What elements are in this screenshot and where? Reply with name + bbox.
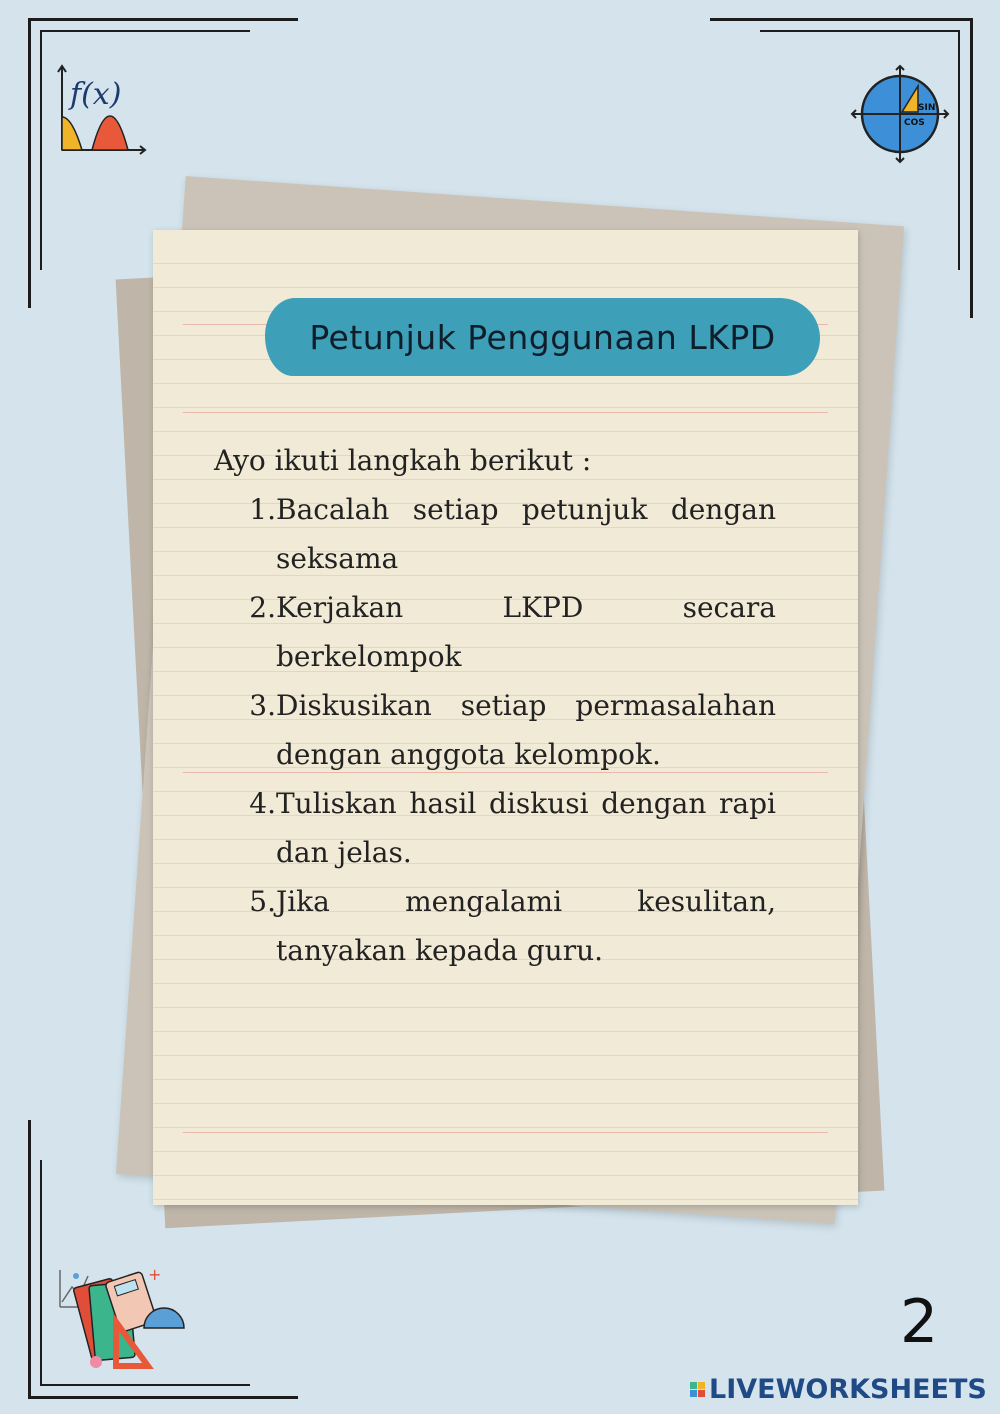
- svg-text:+: +: [148, 1265, 162, 1284]
- step-text: Kerjakan LKPD secara berkelompok: [276, 591, 776, 673]
- frame-top-right-h2: [760, 30, 960, 32]
- page-number: 2: [900, 1287, 939, 1357]
- liveworksheets-brand[interactable]: [690, 1374, 987, 1405]
- frame-top-right-v2: [958, 30, 960, 270]
- list-item: [214, 779, 776, 877]
- sin-label: SIN: [918, 103, 936, 113]
- frame-bottom-left-v: [28, 1120, 31, 1399]
- liveworksheets-logo-icon: [690, 1382, 705, 1397]
- list-item: [214, 877, 776, 975]
- step-number: 3.: [249, 689, 276, 722]
- step-text: Jika mengalami kesulitan, tanyakan kepada guru.: [276, 885, 776, 967]
- frame-top-right-h: [710, 18, 972, 21]
- list-item: [214, 583, 776, 681]
- intro-text: Ayo ikuti langkah berikut :: [214, 444, 592, 477]
- list-item: [214, 485, 776, 583]
- title-banner: [265, 298, 820, 376]
- frame-top-left-v2: [40, 30, 42, 270]
- cos-label: COS: [904, 118, 925, 128]
- step-text: Bacalah setiap petunjuk dengan seksama: [276, 493, 776, 575]
- steps-list: [214, 485, 776, 975]
- frame-top-left-v: [28, 18, 31, 308]
- instructions: [214, 436, 776, 975]
- function-graph-icon: [52, 62, 152, 162]
- frame-bottom-left-h2: [40, 1384, 250, 1386]
- function-icon-label: f(x): [70, 77, 122, 112]
- paper-margin-line: [183, 1132, 828, 1133]
- unit-circle-icon: [848, 62, 952, 166]
- brand-name: LIVEWORKSHEETS: [709, 1374, 987, 1405]
- step-number: 5.: [249, 885, 276, 918]
- math-tools-icon: [52, 1262, 192, 1374]
- frame-top-left-h2: [40, 30, 250, 32]
- frame-bottom-left-v2: [40, 1160, 42, 1386]
- page-title: Petunjuk Penggunaan LKPD: [309, 317, 776, 357]
- step-number: 4.: [249, 787, 276, 820]
- step-text: Diskusikan setiap permasalahan dengan anggota kelompok.: [276, 689, 776, 771]
- step-number: 2.: [249, 591, 276, 624]
- frame-bottom-left-h: [28, 1396, 298, 1399]
- frame-top-right-v: [970, 18, 973, 318]
- step-number: 1.: [249, 493, 276, 526]
- list-item: [214, 681, 776, 779]
- frame-top-left-h: [28, 18, 298, 21]
- paper-margin-line: [183, 412, 828, 413]
- step-text: Tuliskan hasil diskusi dengan rapi dan jelas.: [276, 787, 776, 869]
